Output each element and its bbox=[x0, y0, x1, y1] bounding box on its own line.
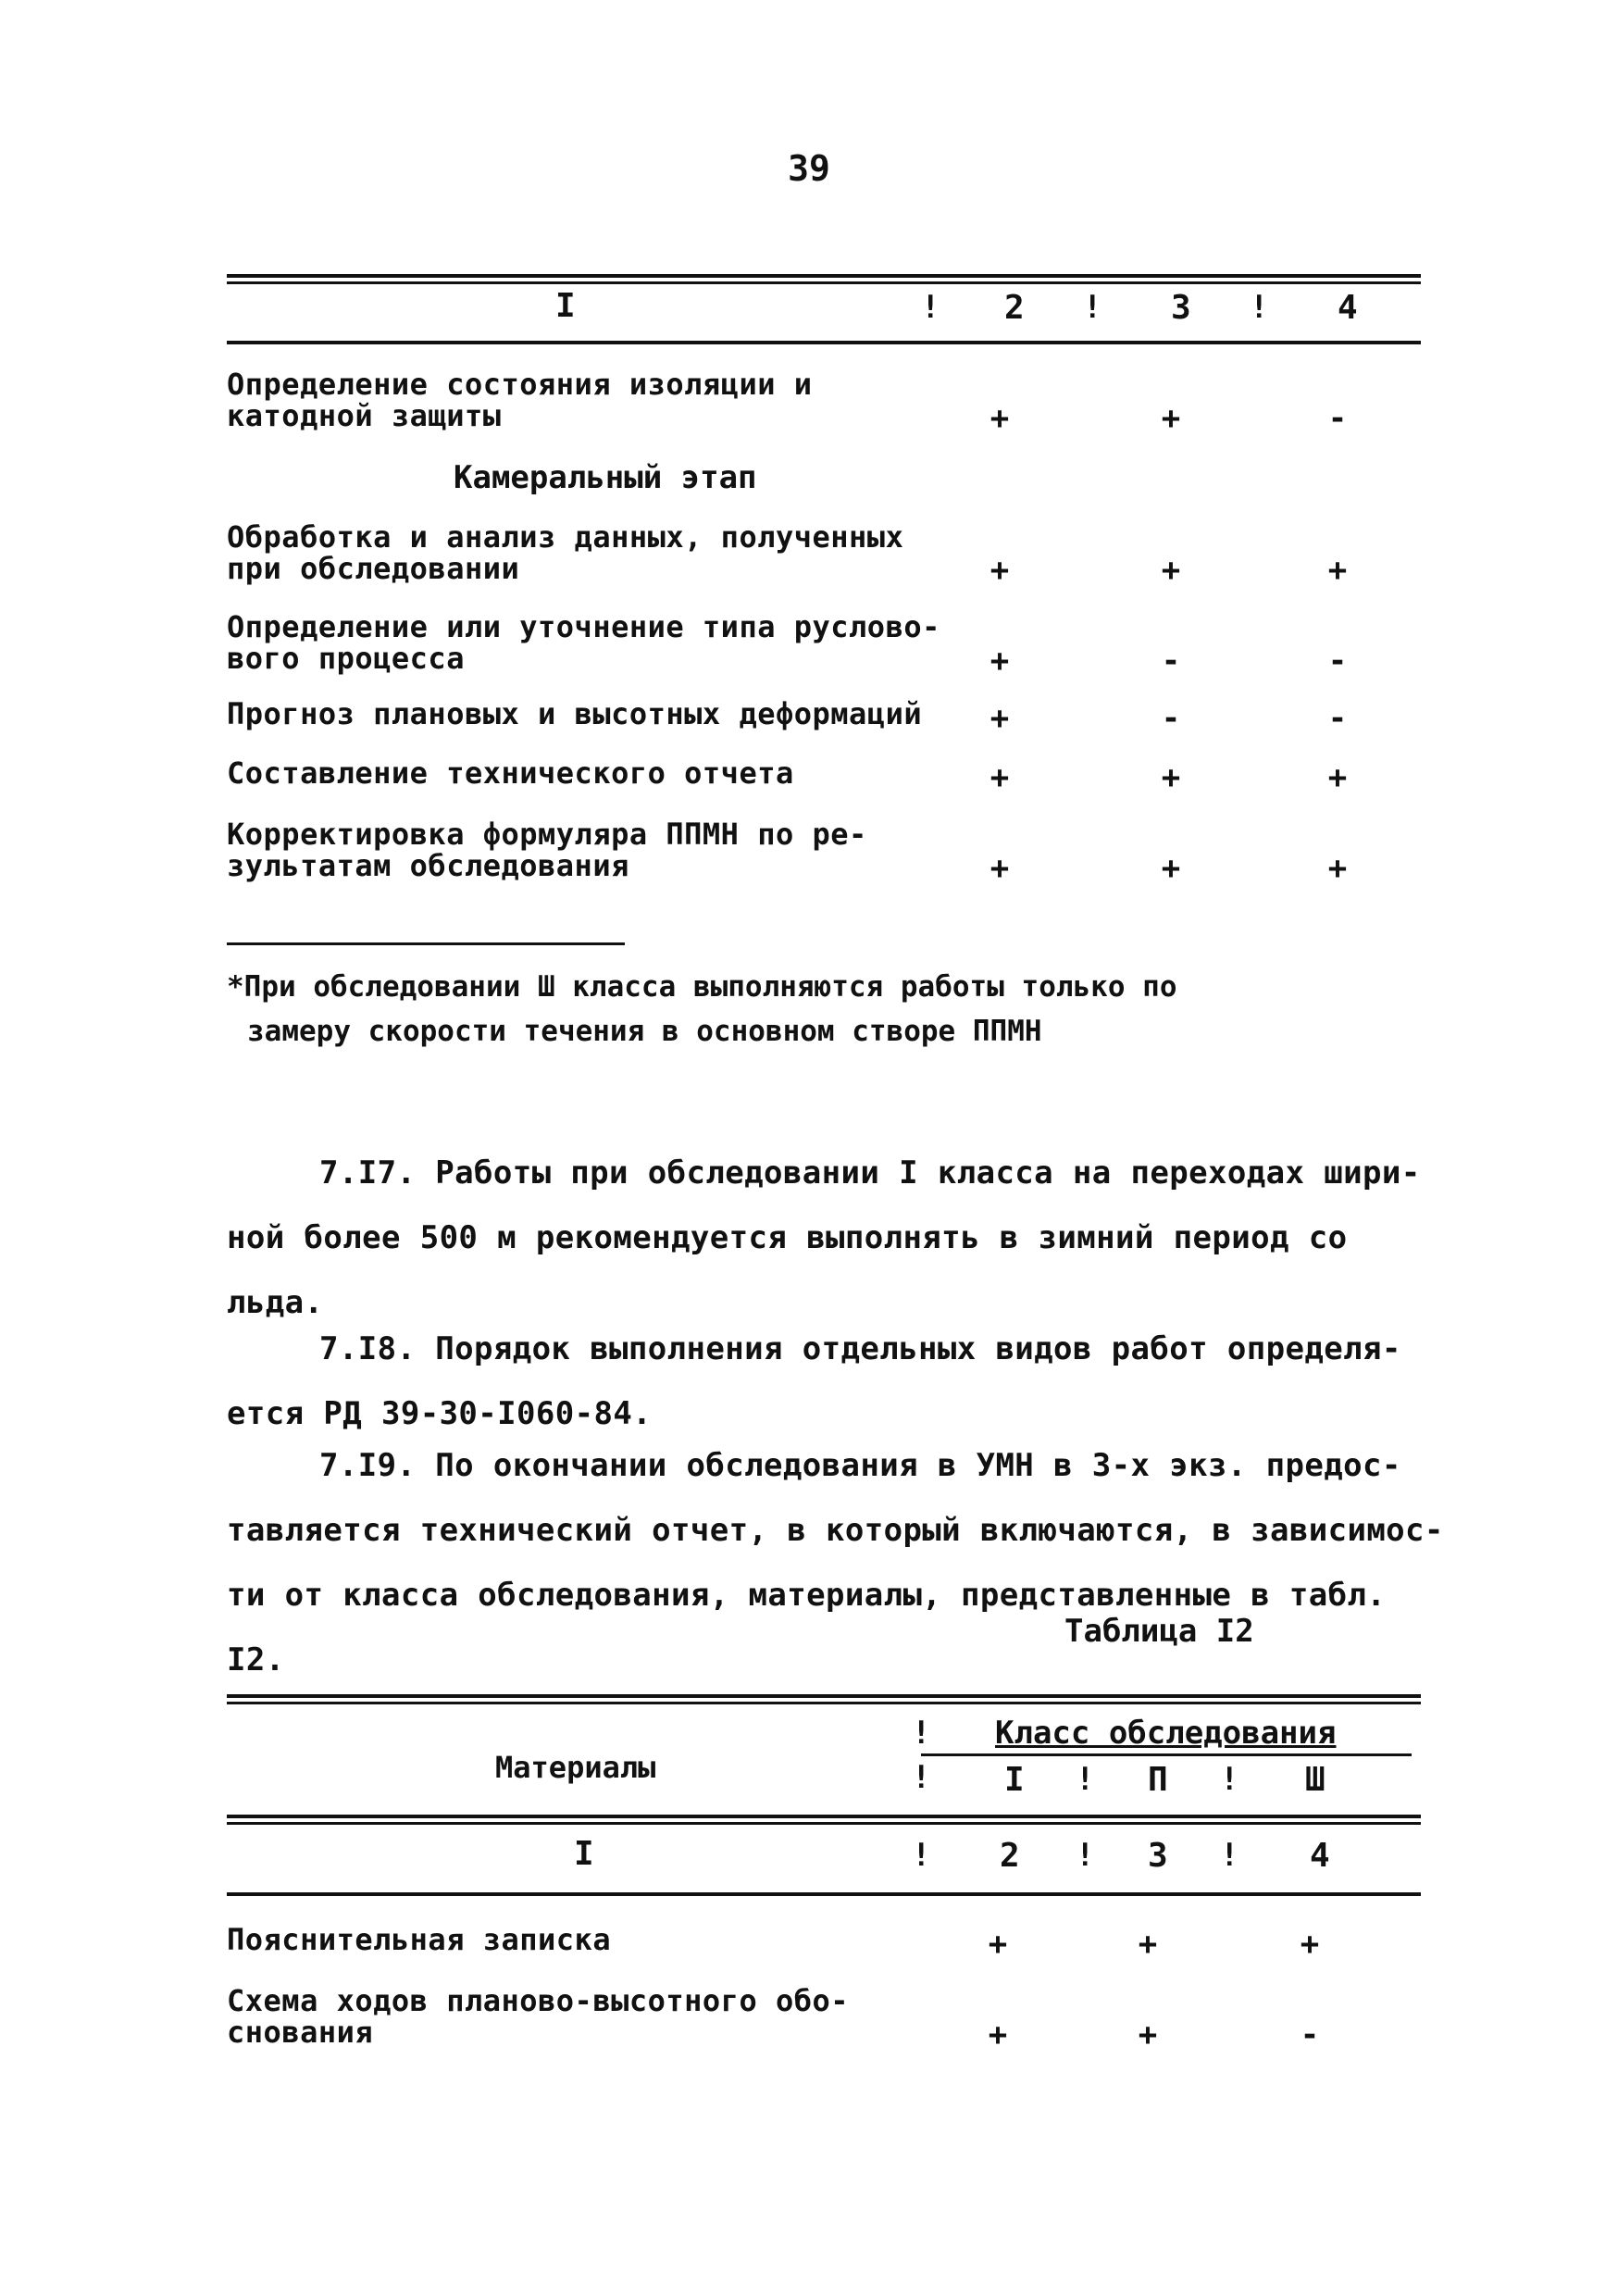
table-caption: Таблица I2 bbox=[1064, 1613, 1254, 1650]
group-header: Класс обследования bbox=[995, 1715, 1337, 1752]
header-col-2: 2 bbox=[1004, 289, 1025, 327]
header-col-3: 3 bbox=[1171, 289, 1191, 327]
footnote: *При обследовании Ш класса выполняются работы только по замеру скорости течения в основном створе ППМН bbox=[227, 970, 1177, 1048]
section-heading: Камеральный этап bbox=[454, 459, 757, 496]
paragraph-7-18: 7.I8. Порядок выполнения отдельных видов работ определя- ется РД 39-30-I060-84. bbox=[227, 1330, 1401, 1432]
paragraph-7-17: 7.I7. Работы при обследовании I класса на переходах шири- ной более 500 м рекомендуется выполнять в зимний период со льда. bbox=[227, 1154, 1421, 1321]
footnote-divider bbox=[227, 942, 625, 945]
header-col-1: I bbox=[555, 287, 576, 325]
paragraph-7-19: 7.I9. По окончании обследования в УМН в 3-х экз. предос- тавляется технический отчет, в который включаются, в зависимос- ти от класса обследования, материалы, представленные в табл. I2. bbox=[227, 1447, 1444, 1678]
page-number: 39 bbox=[788, 148, 830, 189]
class-3: Ш bbox=[1305, 1761, 1326, 1799]
class-2: П bbox=[1148, 1761, 1168, 1799]
class-1: I bbox=[1004, 1761, 1025, 1799]
header-col-4: 4 bbox=[1338, 289, 1358, 327]
col-header-materials: Материалы bbox=[495, 1750, 656, 1785]
